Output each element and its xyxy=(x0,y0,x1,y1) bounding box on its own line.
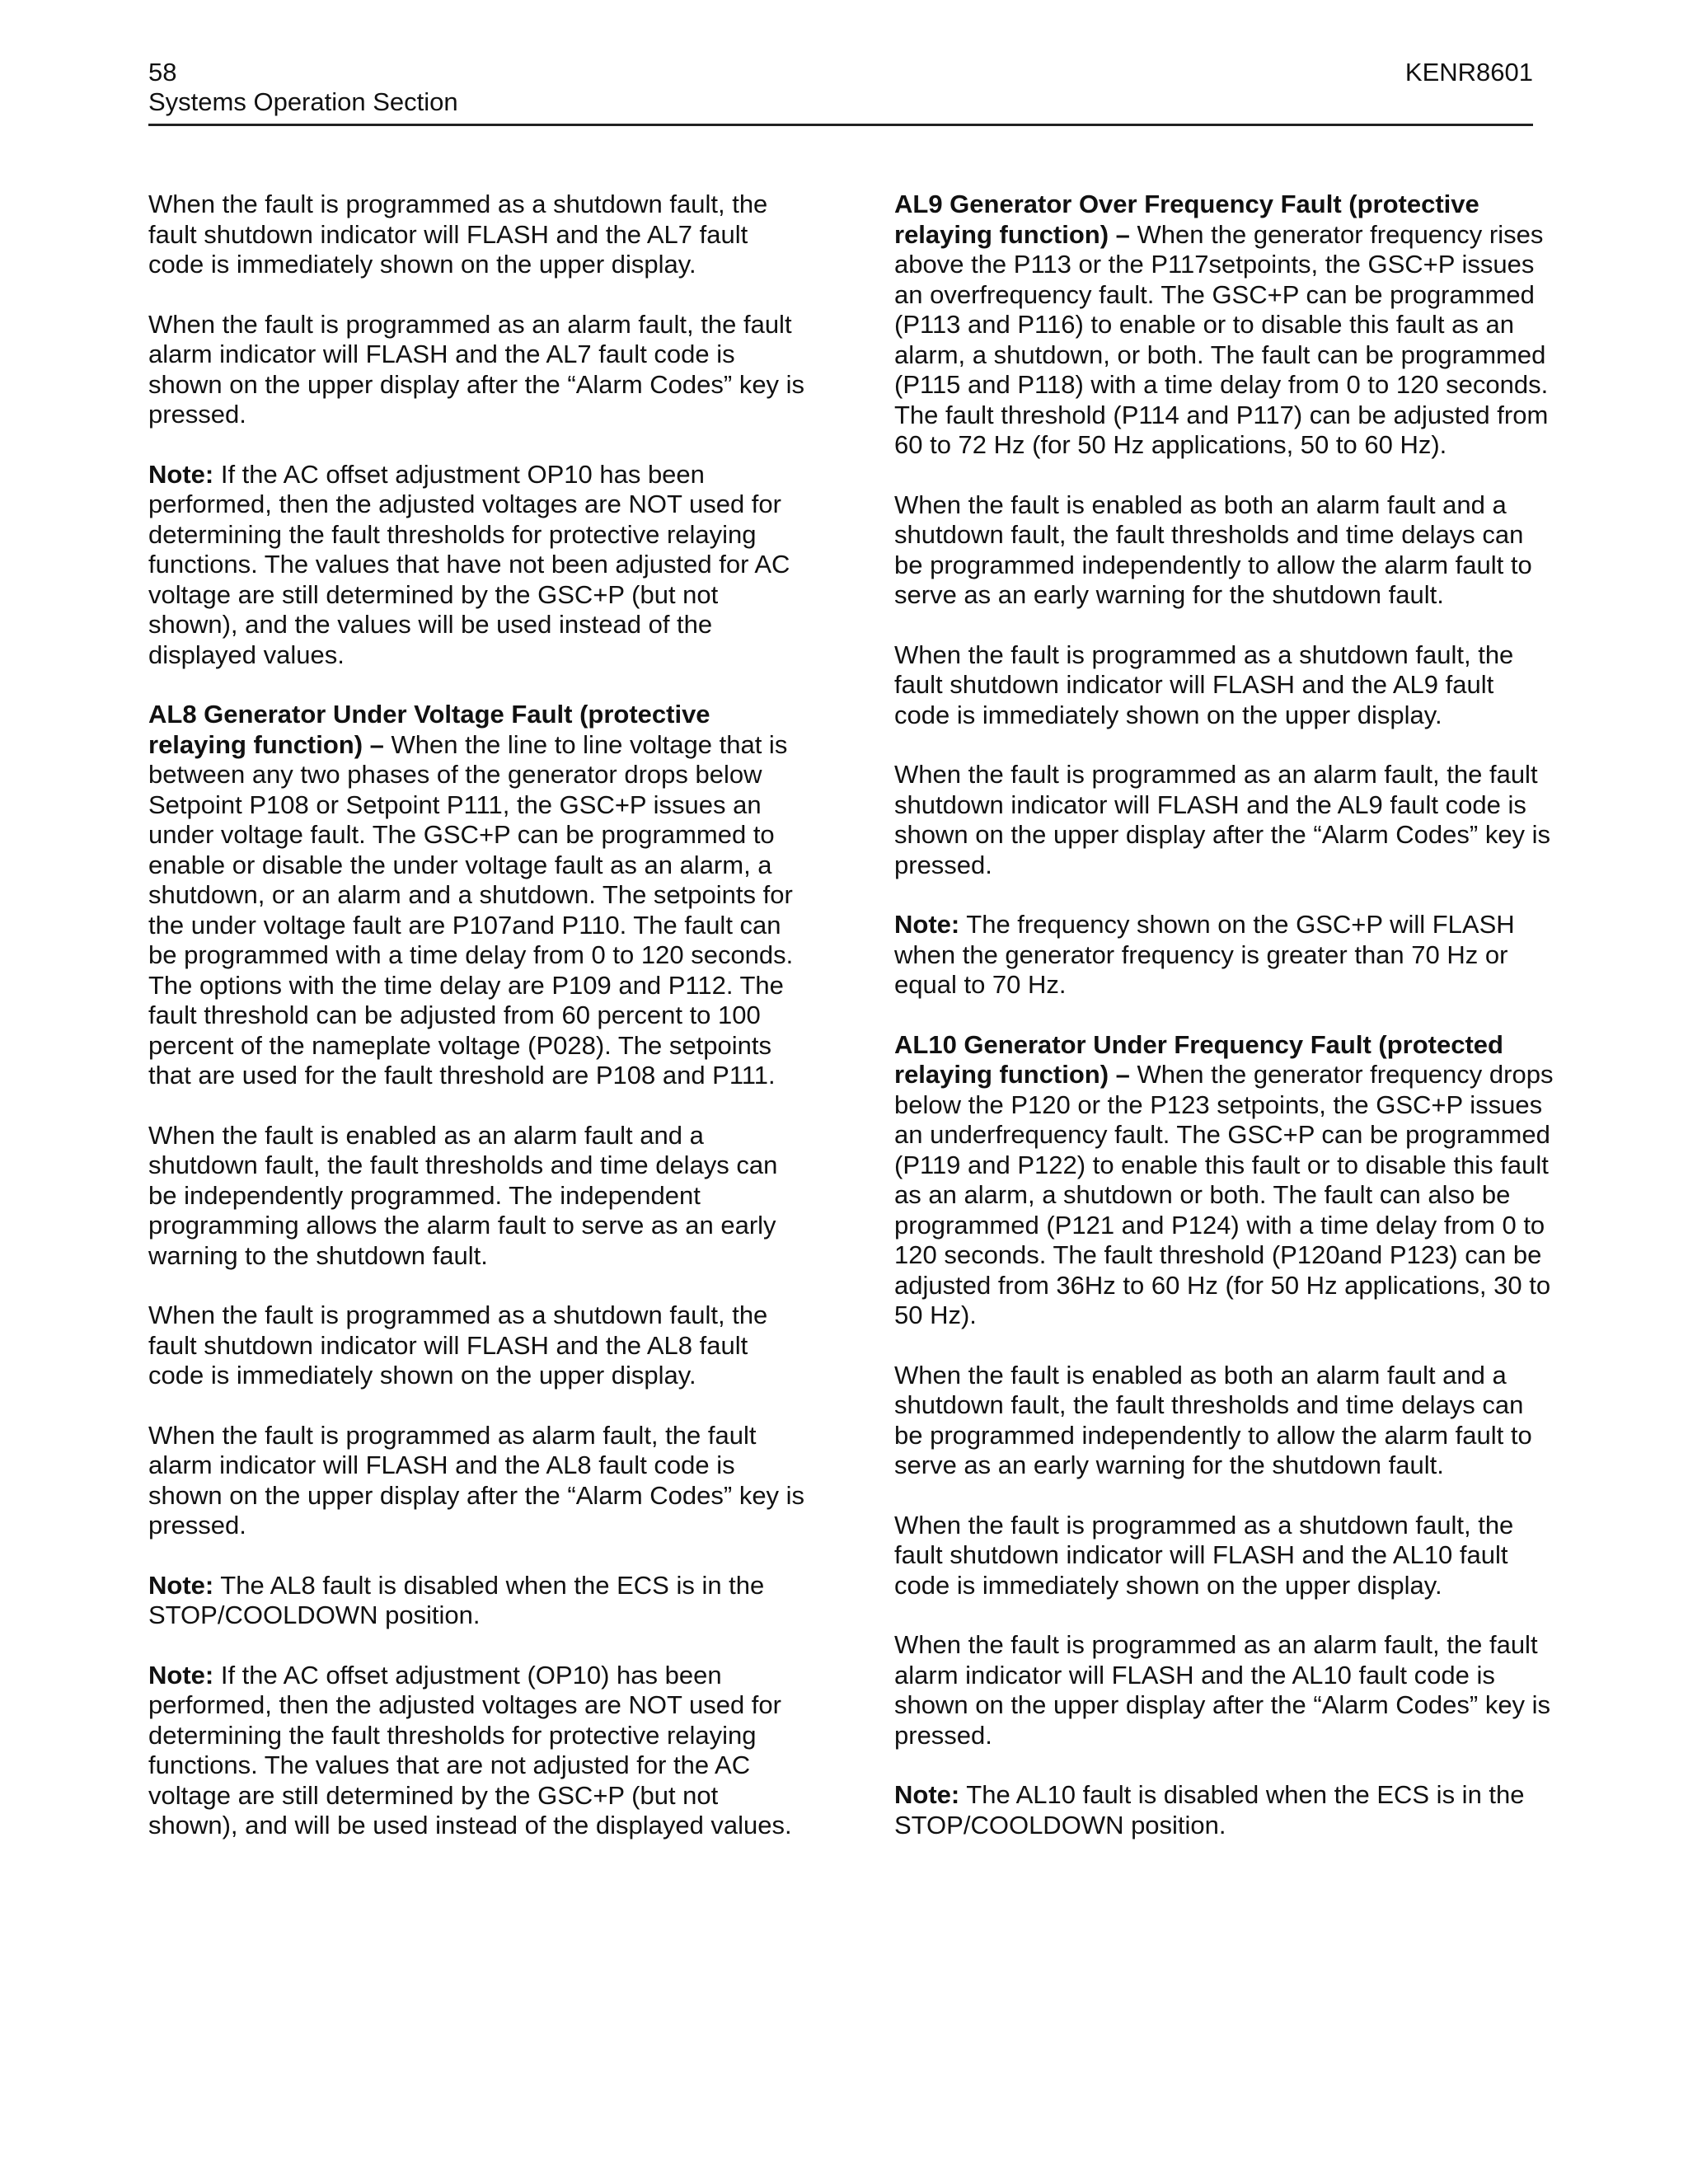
note-paragraph: Note: The AL8 fault is disabled when the ECS is in the STOP/COOLDOWN position. xyxy=(148,1570,765,1629)
fault-description-al9: AL9 Generator Over Frequency Fault (protective relaying function) – When the generator frequency rises above the P113 or the P117setpoints, the GSC+P issues an overfrequency fault. The GSC+P can be programmed (P113 and P116) to enable or to disable this fault as an alarm, a shutdown, or both. The fault can be programmed (P115 and P118) with a time delay from 0 to 120 seconds. The fault threshold (P114 and P117) can be adjusted from 60 to 72 Hz (for 50 Hz applications, 50 to 60 Hz). xyxy=(894,190,1549,459)
paragraph: When the fault is programmed as alarm fault, the fault alarm indicator will FLASH and the AL8 fault code is shown on the upper display after the “Alarm Codes” key is pressed. xyxy=(148,1420,805,1540)
page-header xyxy=(148,53,1533,126)
paragraph: When the fault is enabled as both an alarm fault and a shutdown fault, the fault thresholds and time delays can be programmed independently to allow the alarm fault to serve as an early warning for the shutdown fault. xyxy=(894,490,1532,609)
paragraph: When the fault is programmed as an alarm fault, the fault alarm indicator will FLASH and the AL10 fault code is shown on the upper display after the “Alarm Codes” key is pressed. xyxy=(894,1630,1551,1750)
paragraph: When the fault is enabled as an alarm fault and a shutdown fault, the fault thresholds and time delays can be independently programmed. The independent programming allows the alarm fault to serve as an early warning to the shutdown fault. xyxy=(148,1120,778,1270)
fault-description-al10: AL10 Generator Under Frequency Fault (protected relaying function) – When the generator frequency drops below the P120 or the P123 setpoints, the GSC+P issues an underfrequency fault. The GSC+P can be programmed (P119 and P122) to enable this fault or to disable this fault as an alarm, a shutdown or both. The fault can also be programmed (P121 and P124) with a time delay from 0 to 120 seconds. The fault threshold (P120and P123) can be adjusted from 36Hz to 60 Hz (for 50 Hz applications, 30 to 50 Hz). xyxy=(894,1029,1554,1329)
paragraph: When the fault is enabled as both an alarm fault and a shutdown fault, the fault thresholds and time delays can be programmed independently to allow the alarm fault to serve as an early warning for the shutdown fault. xyxy=(894,1360,1532,1479)
right-column xyxy=(894,190,1554,1870)
note-label: Note: xyxy=(894,910,960,939)
paragraph: When the fault is programmed as an alarm fault, the fault shutdown indicator will FLASH and the AL9 fault code is shown on the upper display after the “Alarm Codes” key is pressed. xyxy=(894,760,1551,879)
section-title: Systems Operation Section xyxy=(148,87,458,116)
fault-heading-al10: AL10 Generator Under Frequency Fault (protected relaying function) – xyxy=(894,1029,1503,1089)
paragraph: When the fault is programmed as a shutdown fault, the fault shutdown indicator will FLASH and the AL8 fault code is immediately shown on the upper display. xyxy=(148,1301,768,1390)
note-paragraph: Note: If the AC offset adjustment OP10 has been performed, then the adjusted voltages are NOT used for determining the fault thresholds for protective relaying functions. The values that have not been adjusted for AC voltage are still determined by the GSC+P (but not shown), and the values will be used instead of the displayed values. xyxy=(148,459,790,669)
paragraph: When the fault is programmed as a shutdown fault, the fault shutdown indicator will FLASH and the AL10 fault code is immediately shown on the upper display. xyxy=(894,1510,1514,1600)
paragraph: When the fault is programmed as a shutdown fault, the fault shutdown indicator will FLASH and the AL9 fault code is immediately shown on the upper display. xyxy=(894,640,1514,729)
note-label: Note: xyxy=(148,1570,214,1600)
note-label: Note: xyxy=(894,1780,960,1809)
left-column xyxy=(148,190,808,1871)
fault-description-al8: AL8 Generator Under Voltage Fault (protective relaying function) – When the line to line voltage that is between any two phases of the generator drops below Setpoint P108 or Setpoint P111, the GSC+P issues an under voltage fault. The GSC+P can be programmed to enable or disable the under voltage fault as an alarm, a shutdown, or an alarm and a shutdown. The setpoints for the under voltage fault are P107and P110. The fault can be programmed with a time delay from 0 to 120 seconds. The options with the time delay are P109 and P112. The fault threshold can be adjusted from 60 percent to 100 percent of the nameplate voltage (P028). The setpoints that are used for the fault threshold are P108 and P111. xyxy=(148,700,794,1090)
paragraph: When the fault is programmed as a shutdown fault, the fault shutdown indicator will FLASH and the AL7 fault code is immediately shown on the upper display. xyxy=(148,190,768,279)
fault-heading-al8: AL8 Generator Under Voltage Fault (protective relaying function) – xyxy=(148,700,710,759)
note-label: Note: xyxy=(148,1660,214,1690)
page-number: 58 xyxy=(148,58,177,87)
document-id: KENR8601 xyxy=(1404,58,1533,87)
fault-heading-al9: AL9 Generator Over Frequency Fault (protective relaying function) – xyxy=(894,190,1479,249)
note-label: Note: xyxy=(148,459,214,489)
note-paragraph: Note: If the AC offset adjustment (OP10) has been performed, then the adjusted voltages are NOT used for determining the fault thresholds for protective relaying functions. The values that are not adjusted for the AC voltage are still determined by the GSC+P (but not shown), and will be used instead of the displayed values. xyxy=(148,1660,792,1840)
note-paragraph: Note: The frequency shown on the GSC+P will FLASH when the generator frequency is greater than 70 Hz or equal to 70 Hz. xyxy=(894,910,1515,999)
paragraph: When the fault is programmed as an alarm fault, the fault alarm indicator will FLASH and the AL7 fault code is shown on the upper display after the “Alarm Codes” key is pressed. xyxy=(148,309,805,429)
note-paragraph: Note: The AL10 fault is disabled when the ECS is in the STOP/COOLDOWN position. xyxy=(894,1780,1525,1840)
